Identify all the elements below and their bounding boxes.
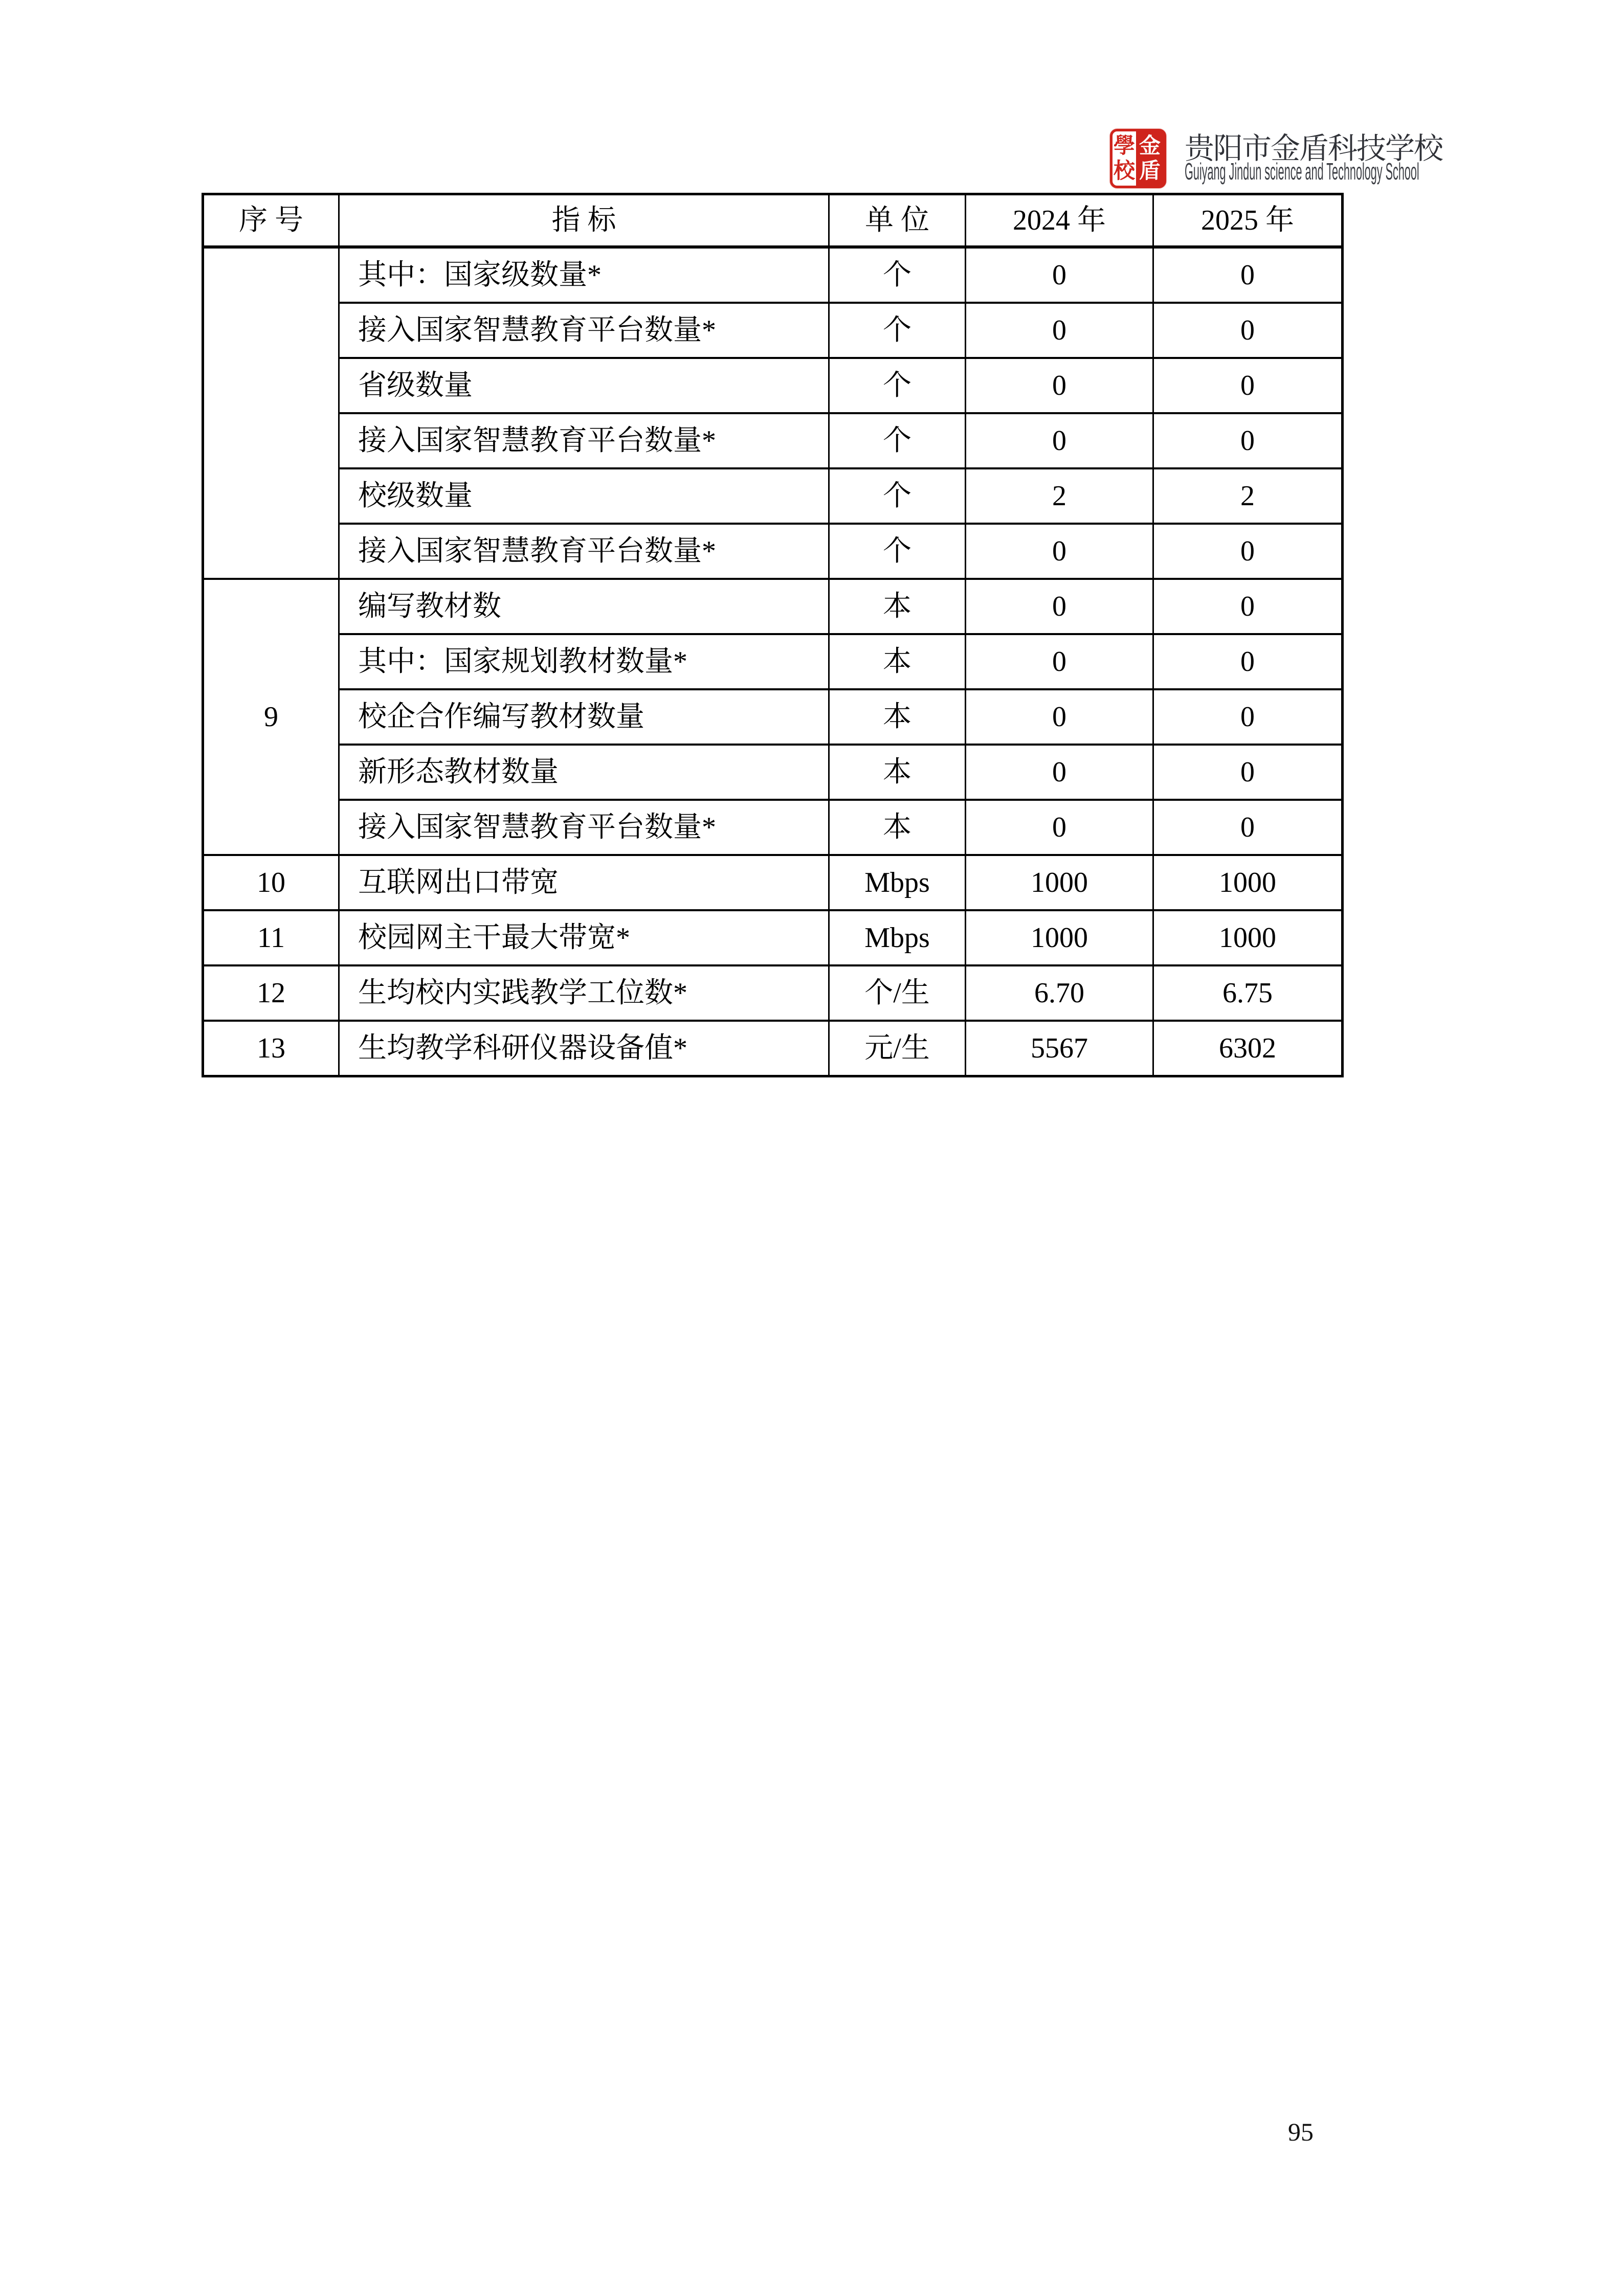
value-2025-cell: 0	[1153, 413, 1343, 468]
serial-cell: 9	[203, 579, 339, 855]
school-name-english: Guiyang Jindun science and Technology School	[1185, 158, 1419, 185]
indicator-cell: 校园网主干最大带宽*	[339, 910, 829, 965]
value-2024-cell: 0	[966, 800, 1153, 855]
unit-cell: 个	[829, 468, 966, 524]
school-name-chinese: 贵阳市金盾科技学校	[1185, 132, 1443, 165]
indicator-cell: 校企合作编写教材数量	[339, 689, 829, 745]
column-header-serial: 序号	[203, 194, 339, 247]
indicators-table	[202, 193, 1344, 1077]
serial-cell	[203, 247, 339, 579]
indicator-cell: 省级数量	[339, 358, 829, 413]
serial-cell: 13	[203, 1021, 339, 1076]
table-row	[203, 303, 1343, 358]
unit-cell: 个	[829, 303, 966, 358]
value-2025-cell: 0	[1153, 689, 1343, 745]
unit-cell: 本	[829, 689, 966, 745]
table-row	[203, 689, 1343, 745]
value-2025-cell: 6.75	[1153, 965, 1343, 1021]
table-row	[203, 413, 1343, 468]
table-row	[203, 965, 1343, 1021]
value-2024-cell: 0	[966, 303, 1153, 358]
seal-char: 學	[1113, 134, 1135, 158]
value-2025-cell: 2	[1153, 468, 1343, 524]
indicator-cell: 接入国家智慧教育平台数量*	[339, 524, 829, 579]
value-2025-cell: 0	[1153, 303, 1343, 358]
value-2024-cell: 0	[966, 745, 1153, 800]
indicator-cell: 其中：国家规划教材数量*	[339, 634, 829, 689]
table-row	[203, 579, 1343, 634]
value-2025-cell: 0	[1153, 800, 1343, 855]
serial-cell: 11	[203, 910, 339, 965]
table-row	[203, 855, 1343, 910]
unit-cell: 本	[829, 800, 966, 855]
seal-char: 校	[1113, 159, 1135, 183]
value-2025-cell: 0	[1153, 247, 1343, 303]
unit-cell: 本	[829, 579, 966, 634]
indicator-cell: 生均教学科研仪器设备值*	[339, 1021, 829, 1076]
value-2024-cell: 2	[966, 468, 1153, 524]
indicator-cell: 其中：国家级数量*	[339, 247, 829, 303]
unit-cell: Mbps	[829, 855, 966, 910]
value-2025-cell: 0	[1153, 579, 1343, 634]
table-row	[203, 468, 1343, 524]
value-2024-cell: 0	[966, 634, 1153, 689]
value-2024-cell: 0	[966, 689, 1153, 745]
value-2024-cell: 0	[966, 247, 1153, 303]
page-number: 95	[1288, 2118, 1314, 2146]
school-seal-logo	[1110, 129, 1166, 188]
value-2025-cell: 0	[1153, 358, 1343, 413]
table-row	[203, 800, 1343, 855]
unit-cell: 个/生	[829, 965, 966, 1021]
indicator-cell: 接入国家智慧教育平台数量*	[339, 800, 829, 855]
unit-cell: 个	[829, 247, 966, 303]
unit-cell: 元/生	[829, 1021, 966, 1076]
table-row	[203, 524, 1343, 579]
column-header-unit: 单位	[829, 194, 966, 247]
table-row	[203, 910, 1343, 965]
value-2025-cell: 1000	[1153, 910, 1343, 965]
unit-cell: 本	[829, 745, 966, 800]
value-2024-cell: 6.70	[966, 965, 1153, 1021]
value-2025-cell: 6302	[1153, 1021, 1343, 1076]
column-header-2025: 2025 年	[1153, 194, 1343, 247]
value-2024-cell: 0	[966, 579, 1153, 634]
indicator-cell: 接入国家智慧教育平台数量*	[339, 413, 829, 468]
unit-cell: Mbps	[829, 910, 966, 965]
unit-cell: 个	[829, 524, 966, 579]
table-row	[203, 634, 1343, 689]
seal-right-column	[1136, 131, 1164, 186]
serial-cell: 12	[203, 965, 339, 1021]
value-2024-cell: 0	[966, 413, 1153, 468]
value-2025-cell: 0	[1153, 745, 1343, 800]
unit-cell: 个	[829, 413, 966, 468]
value-2025-cell: 1000	[1153, 855, 1343, 910]
indicator-cell: 接入国家智慧教育平台数量*	[339, 303, 829, 358]
seal-left-column	[1113, 131, 1136, 186]
seal-char: 盾	[1139, 159, 1161, 183]
table-row	[203, 247, 1343, 303]
value-2025-cell: 0	[1153, 634, 1343, 689]
seal-char: 金	[1139, 134, 1161, 158]
indicator-cell: 新形态教材数量	[339, 745, 829, 800]
unit-cell: 本	[829, 634, 966, 689]
value-2024-cell: 0	[966, 358, 1153, 413]
table-row	[203, 1021, 1343, 1076]
value-2024-cell: 1000	[966, 910, 1153, 965]
column-header-indicator: 指标	[339, 194, 829, 247]
indicator-cell: 生均校内实践教学工位数*	[339, 965, 829, 1021]
value-2024-cell: 0	[966, 524, 1153, 579]
indicator-cell: 编写教材数	[339, 579, 829, 634]
value-2024-cell: 1000	[966, 855, 1153, 910]
table-row	[203, 358, 1343, 413]
value-2025-cell: 0	[1153, 524, 1343, 579]
indicator-cell: 校级数量	[339, 468, 829, 524]
unit-cell: 个	[829, 358, 966, 413]
column-header-2024: 2024 年	[966, 194, 1153, 247]
table-header-row	[203, 194, 1343, 247]
table-row	[203, 745, 1343, 800]
value-2024-cell: 5567	[966, 1021, 1153, 1076]
indicator-cell: 互联网出口带宽	[339, 855, 829, 910]
serial-cell: 10	[203, 855, 339, 910]
